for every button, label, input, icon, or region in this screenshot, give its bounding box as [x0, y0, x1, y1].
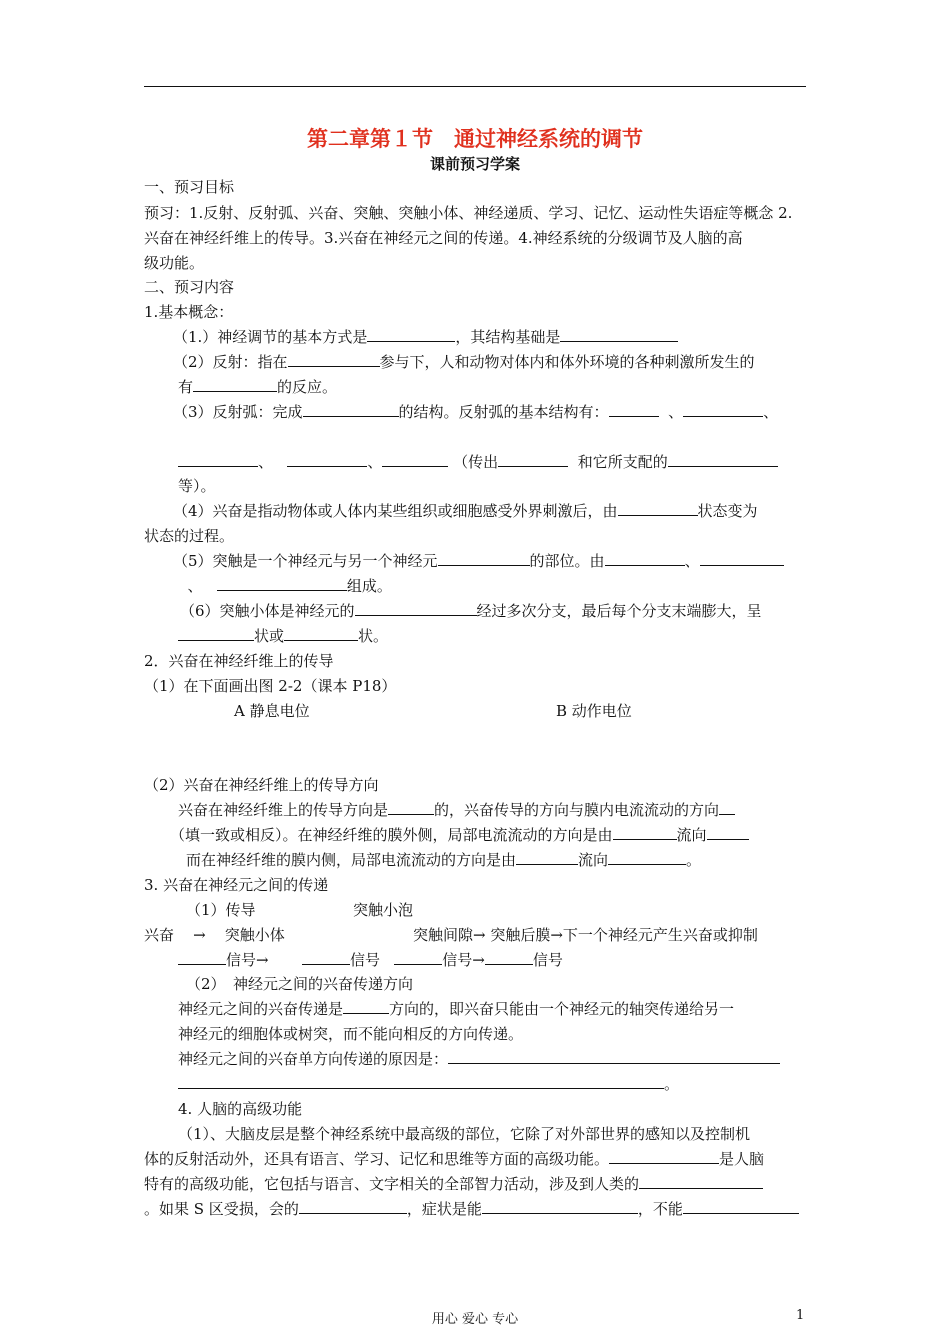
- conduction-direction-heading: （2）兴奋在神经纤维上的传导方向: [144, 776, 379, 794]
- s3-line3: 而在神经纤维的膜内侧，局部电流流动的方向是由 流向 。: [186, 851, 702, 869]
- pathway-row-right: 突触间隙→ 突触后膜→下一个神经元产生兴奋或抑制: [413, 926, 758, 944]
- q6-line2: 状或 状。: [178, 626, 388, 646]
- s3-line2: （填一致或相反）。在神经纤维的膜外侧，局部电流流动的方向是由 流向: [170, 825, 749, 845]
- blank[interactable]: [343, 999, 389, 1014]
- blank[interactable]: [217, 576, 347, 591]
- blank[interactable]: [284, 626, 358, 641]
- blank[interactable]: [609, 402, 659, 417]
- section3-heading: 2．兴奋在神经纤维上的传导: [144, 652, 334, 670]
- blank[interactable]: [178, 950, 226, 965]
- blank[interactable]: [287, 452, 367, 467]
- section5-heading: 4. 人脑的高级功能: [178, 1100, 303, 1118]
- s5-line1: （1）、大脑皮层是整个神经系统中最高级的部位，它除了对外部世界的感知以及控制机: [178, 1125, 751, 1143]
- blank[interactable]: [302, 950, 350, 965]
- blank[interactable]: [178, 626, 254, 641]
- page-subtitle: 课前预习学案: [429, 155, 520, 173]
- blank[interactable]: [178, 452, 258, 467]
- blank[interactable]: [683, 1199, 799, 1214]
- s5-line3: 特有的高级功能，它包括与语言、文字相关的全部智力活动，涉及到人类的: [144, 1174, 763, 1194]
- blank[interactable]: [700, 551, 784, 566]
- blank[interactable]: [613, 825, 677, 840]
- blank[interactable]: [394, 950, 442, 965]
- blank[interactable]: [618, 501, 698, 516]
- s4-line4: 。: [178, 1074, 679, 1094]
- blank[interactable]: [608, 850, 686, 865]
- q4-line1: （4）兴奋是指动物体或人体内某些组织或细胞感受外界刺激后，由 状态变为: [173, 502, 758, 520]
- page-footer: 用心 爱心 专心: [431, 1312, 519, 1327]
- page-title: 第二章第１节 通过神经系统的调节: [307, 127, 643, 151]
- s3-line1: 兴奋在神经纤维上的传导方向是 的，兴奋传导的方向与膜内电流流动的方向: [178, 800, 735, 820]
- blank[interactable]: [438, 551, 530, 566]
- s4-line1: 神经元之间的兴奋传递是 方向的，即兴奋只能由一个神经元的轴突传递给另一: [178, 1000, 735, 1018]
- blank[interactable]: [382, 452, 448, 467]
- q5-line2: 、 组成。: [187, 577, 392, 595]
- blank[interactable]: [668, 452, 778, 467]
- s5-line2: 体的反射活动外，还具有语言、学习、记忆和思维等方面的高级功能。 是人脑: [144, 1150, 765, 1168]
- blank[interactable]: [303, 402, 399, 417]
- section2-heading: 二、预习内容: [144, 278, 235, 296]
- section4-heading: 3. 兴奋在神经元之间的传递: [144, 876, 329, 894]
- label-resting-potential: A 静息电位: [234, 702, 310, 720]
- q6-line1: （6）突触小体是神经元的 经过多次分支，最后每个分支末端膨大，呈: [180, 602, 762, 620]
- blank[interactable]: [683, 402, 763, 417]
- q3-line2: 、 、 （传出 和它所支配的: [178, 452, 778, 472]
- s4-line2: 神经元的细胞体或树突，而不能向相反的方向传递。: [178, 1025, 524, 1043]
- blank[interactable]: [367, 327, 455, 342]
- pathway-row: 兴奋 → 突触小体: [144, 926, 285, 944]
- transfer-direction-heading: （2） 神经元之间的兴奋传递方向: [186, 975, 414, 993]
- blank[interactable]: [193, 377, 277, 392]
- blank[interactable]: [605, 551, 685, 566]
- blank[interactable]: [288, 352, 380, 367]
- q1-line: （1.）神经调节的基本方式是 ，其结构基础是: [173, 327, 678, 347]
- blank[interactable]: [485, 950, 533, 965]
- vesicle-label: 突触小泡: [353, 901, 414, 919]
- s5-line4: 。如果 S 区受损，会的 ，症状是能 ，不能: [144, 1199, 799, 1219]
- blank[interactable]: [299, 1199, 407, 1214]
- blank[interactable]: [560, 327, 678, 342]
- arrow-icon: →: [193, 926, 206, 944]
- q3-line3: 等）。: [178, 477, 216, 495]
- blank[interactable]: [355, 601, 477, 616]
- q5-line1: （5）突触是一个神经元与另一个神经元 的部位。由 、: [173, 551, 784, 571]
- blank[interactable]: [516, 850, 578, 865]
- blank[interactable]: [498, 452, 568, 467]
- label-action-potential: B 动作电位: [556, 702, 632, 720]
- signal-row: 信号→ 信号 信号→ 信号: [178, 950, 563, 970]
- blank[interactable]: [719, 800, 735, 815]
- section1-line1: 预习：1.反射、反射弧、兴奋、突触、突触小体、神经递质、学习、记忆、运动性失语症等概念 2.: [144, 204, 793, 222]
- blank[interactable]: [178, 1074, 664, 1089]
- s4-line3: 神经元之间的兴奋单方向传递的原因是：: [178, 1049, 780, 1069]
- basic-concepts: 1.基本概念：: [144, 303, 234, 321]
- transmission-label: （1）传导: [186, 901, 256, 919]
- section1-line3: 级功能。: [144, 254, 205, 272]
- blank[interactable]: [448, 1049, 780, 1064]
- q2-line1: （2）反射：指在 参与下，人和动物对体内和体外环境的各种刺激所发生的: [173, 353, 755, 371]
- drawing-prompt: （1）在下面画出图 2-2（课本 P18）: [144, 677, 397, 695]
- section1-line2: 兴奋在神经纤维上的传导。3.兴奋在神经元之间的传递。4.神经系统的分级调节及人脑的高: [144, 229, 743, 247]
- blank[interactable]: [609, 1149, 719, 1164]
- blank[interactable]: [707, 825, 749, 840]
- section1-heading: 一、预习目标: [144, 178, 235, 196]
- q2-line2: 有 的反应。: [178, 378, 338, 396]
- q4-line2: 状态的过程。: [144, 527, 235, 545]
- blank[interactable]: [388, 800, 434, 815]
- header-rule: [144, 86, 806, 87]
- blank[interactable]: [482, 1199, 638, 1214]
- page-number: 1: [796, 1308, 805, 1323]
- q3-line1: （3）反射弧：完成 的结构。反射弧的基本结构有： 、 、: [173, 403, 779, 421]
- blank[interactable]: [639, 1174, 763, 1189]
